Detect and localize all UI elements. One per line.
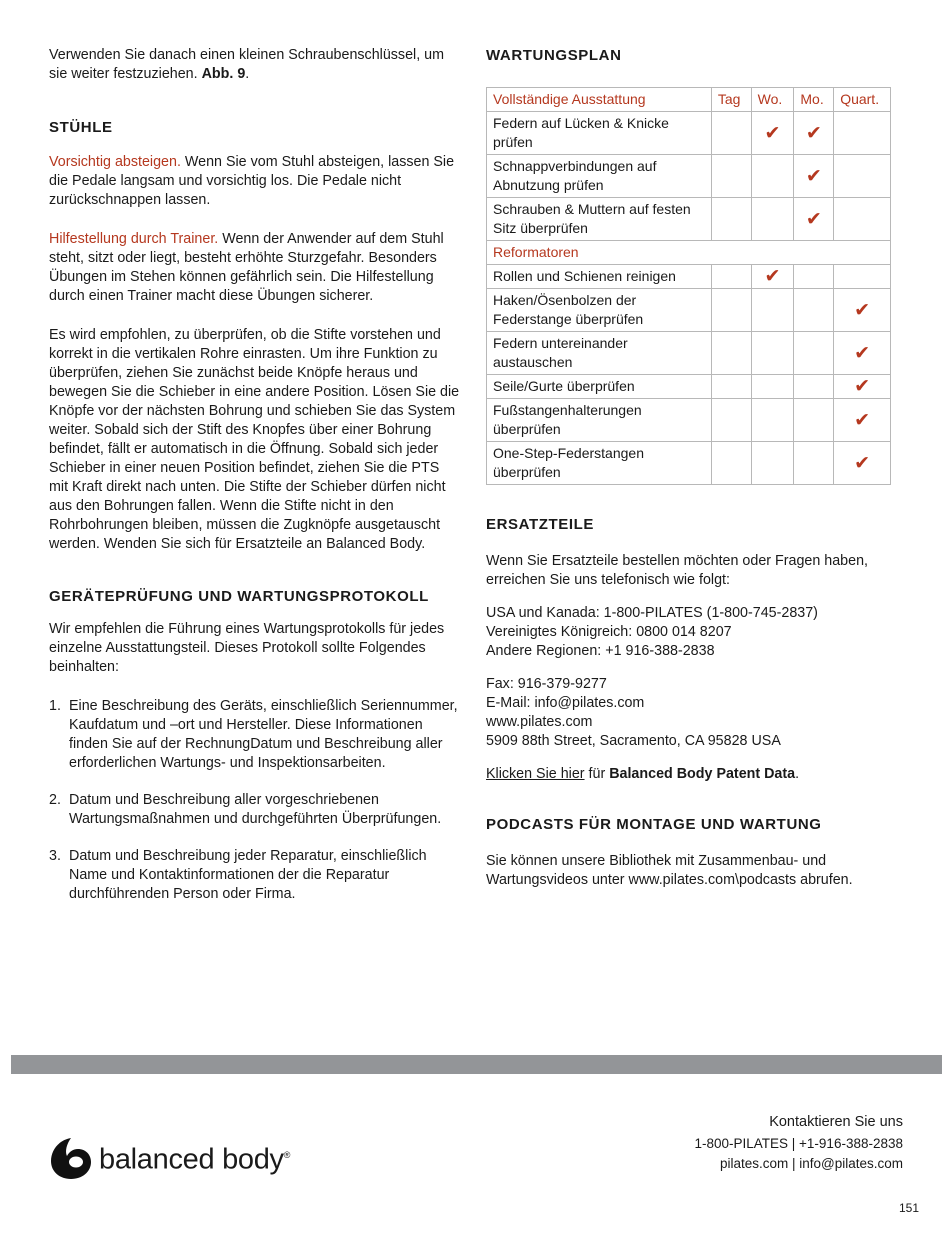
section-row bbox=[487, 241, 891, 265]
logo-wordmark: balanced body bbox=[99, 1143, 284, 1176]
trainer-text: Wenn der Anwender auf dem Stuhl steht, sitzt oder liegt, besteht erhöhte Sturzgefahr. Besonders Übungen im Stehen können gefährlich sein. Die Hilfestellung durch einen Trainer macht diese Übungen sicherer. bbox=[49, 231, 444, 304]
checkmark-cell bbox=[834, 289, 891, 332]
empty-cell bbox=[711, 399, 751, 442]
right-column bbox=[486, 46, 906, 890]
fax: Fax: 916-379-9277 bbox=[486, 676, 607, 692]
header-month: Mo. bbox=[794, 88, 834, 112]
log-intro: Wir empfehlen die Führung eines Wartungsprotokolls für jedes einzelne Ausstattungsteil. Dieses Protokoll sollte Folgendes beinhalten: bbox=[49, 621, 445, 675]
task-cell: Fußstangenhalterungen überprüfen bbox=[487, 399, 712, 442]
chairs-paragraph-2 bbox=[49, 230, 461, 306]
list-text: Eine Beschreibung des Geräts, einschließlich Seriennummer, Kaufdatum und –ort und Hersteller. Diese Informationen finden Sie auf der RechnungDatum und Beschreibung aller erforderlichen Wartungs- und Inspektionsarbeiten. bbox=[69, 698, 458, 771]
patent-data: Balanced Body Patent Data bbox=[609, 766, 796, 782]
table-row bbox=[487, 112, 891, 155]
checkmark-icon: ✔ bbox=[854, 299, 871, 321]
footer-bar bbox=[11, 1055, 942, 1074]
empty-cell bbox=[711, 289, 751, 332]
list-number: 2. bbox=[49, 792, 61, 808]
checkmark-cell bbox=[834, 399, 891, 442]
checkmark-cell bbox=[794, 112, 834, 155]
patent-link[interactable]: Klicken Sie hier bbox=[486, 766, 585, 782]
intro-paragraph bbox=[49, 46, 461, 84]
checkmark-icon: ✔ bbox=[854, 342, 871, 364]
website: www.pilates.com bbox=[486, 714, 593, 730]
empty-cell bbox=[711, 265, 751, 289]
dismount-lead: Vorsichtig absteigen. bbox=[49, 154, 181, 170]
empty-cell bbox=[711, 155, 751, 198]
log-heading: GERÄTEPRÜFUNG UND WARTUNGSPROTOKOLL bbox=[49, 588, 429, 605]
header-quarter: Quart. bbox=[834, 88, 891, 112]
header-day: Tag bbox=[711, 88, 751, 112]
empty-cell bbox=[794, 399, 834, 442]
table-row bbox=[487, 289, 891, 332]
empty-cell bbox=[751, 399, 794, 442]
checkmark-icon: ✔ bbox=[854, 409, 871, 431]
task-cell: One-Step-Federstangen überprüfen bbox=[487, 442, 712, 485]
table-row bbox=[487, 442, 891, 485]
empty-cell bbox=[751, 289, 794, 332]
contact-title: Kontaktieren Sie uns bbox=[769, 1114, 903, 1130]
log-list bbox=[49, 697, 461, 904]
empty-cell bbox=[834, 112, 891, 155]
checkmark-cell bbox=[834, 332, 891, 375]
trainer-lead: Hilfestellung durch Trainer. bbox=[49, 231, 219, 247]
registered-mark: ® bbox=[283, 1150, 291, 1161]
podcast-text: Sie können unsere Bibliothek mit Zusammenbau- und Wartungsvideos unter www.pilates.com\podcasts abrufen. bbox=[486, 853, 853, 888]
list-number: 1. bbox=[49, 698, 61, 714]
list-text: Datum und Beschreibung jeder Reparatur, einschließlich Name und Kontaktinformationen der die Reparatur durchführenden Person oder Firma. bbox=[69, 848, 427, 902]
empty-cell bbox=[751, 332, 794, 375]
figure-reference: Abb. 9 bbox=[201, 66, 246, 82]
page-number: 151 bbox=[898, 1201, 919, 1215]
table-row bbox=[487, 265, 891, 289]
list-text: Datum und Beschreibung aller vorgeschriebenen Wartungsmaßnahmen und durchgeführten Überprüfungen. bbox=[69, 792, 442, 827]
parts-heading: ERSATZTEILE bbox=[486, 516, 594, 533]
empty-cell bbox=[751, 198, 794, 241]
empty-cell bbox=[834, 265, 891, 289]
balanced-body-logo-icon bbox=[49, 1136, 93, 1180]
address: 5909 88th Street, Sacramento, CA 95828 USA bbox=[486, 733, 781, 749]
contact-block bbox=[694, 1112, 903, 1174]
empty-cell bbox=[794, 332, 834, 375]
parts-intro: Wenn Sie Ersatzteile bestellen möchten oder Fragen haben, erreichen Sie uns telefonisch wie folgt: bbox=[486, 553, 869, 588]
empty-cell bbox=[711, 198, 751, 241]
empty-cell bbox=[751, 155, 794, 198]
empty-cell bbox=[794, 265, 834, 289]
checkmark-icon: ✔ bbox=[854, 376, 871, 397]
chairs-heading: STÜHLE bbox=[49, 119, 113, 136]
checkmark-icon: ✔ bbox=[805, 165, 822, 187]
checkmark-icon: ✔ bbox=[764, 122, 781, 144]
phone-uk: Vereinigtes Königreich: 0800 014 8207 bbox=[486, 624, 732, 640]
chairs-paragraph-1 bbox=[49, 153, 461, 210]
task-cell: Haken/Ösenbolzen der Federstange überprüfen bbox=[487, 289, 712, 332]
empty-cell bbox=[834, 155, 891, 198]
empty-cell bbox=[711, 112, 751, 155]
table-row bbox=[487, 198, 891, 241]
checkmark-cell bbox=[834, 375, 891, 399]
phone-other: Andere Regionen: +1 916-388-2838 bbox=[486, 643, 715, 659]
logo-text bbox=[99, 1143, 291, 1176]
empty-cell bbox=[711, 332, 751, 375]
checkmark-cell bbox=[794, 155, 834, 198]
checkmark-icon: ✔ bbox=[805, 122, 822, 144]
email: E-Mail: info@pilates.com bbox=[486, 695, 645, 711]
intro-end: . bbox=[245, 66, 250, 82]
list-item bbox=[49, 697, 461, 773]
checkmark-icon: ✔ bbox=[764, 266, 781, 287]
task-cell: Seile/Gurte überprüfen bbox=[487, 375, 712, 399]
patent-end: . bbox=[795, 766, 800, 782]
task-cell: Federn untereinander austauschen bbox=[487, 332, 712, 375]
contact-phone: 1-800-PILATES | +1-916-388-2838 bbox=[694, 1136, 903, 1151]
checkmark-icon: ✔ bbox=[805, 208, 822, 230]
empty-cell bbox=[834, 198, 891, 241]
empty-cell bbox=[711, 442, 751, 485]
empty-cell bbox=[711, 375, 751, 399]
empty-cell bbox=[751, 442, 794, 485]
task-cell: Schrauben & Muttern auf festen Sitz überprüfen bbox=[487, 198, 712, 241]
list-item bbox=[49, 847, 461, 904]
task-cell: Federn auf Lücken & Knicke prüfen bbox=[487, 112, 712, 155]
checkmark-cell bbox=[751, 112, 794, 155]
intro-text: Verwenden Sie danach einen kleinen Schraubenschlüssel, um sie weiter festzuziehen. bbox=[49, 47, 445, 82]
empty-cell bbox=[751, 375, 794, 399]
section-reformer: Reformatoren bbox=[487, 241, 891, 265]
task-cell: Schnappverbindungen auf Abnutzung prüfen bbox=[487, 155, 712, 198]
patent-mid: für bbox=[584, 766, 610, 782]
plan-heading: WARTUNGSPLAN bbox=[486, 47, 622, 64]
chairs-paragraph-3: Es wird empfohlen, zu überprüfen, ob die Stifte vorstehen und korrekt in die vertikalen Rohre einrasten. Um ihre Funktion zu überprüfen, ziehen Sie zunächst beide Knöpfe heraus und bewegen Sie die Schieber in eine andere Position. Lösen Sie die Knöpfe vor der nächsten Bohrung und schieben Sie das System weiter. Sobald sich der Stift des Knopfes über einer Bohrung befindet, fällt er automatisch in die Öffnung. Sobald sich jeder Schieber in einer neuen Position befindet, ziehen Sie die PTS mit Kraft direkt nach unten. Die Stifte der Schieber dürfen nicht aus den Bohrungen fallen. Wenn die Stifte nicht in den Rohrbohrungen bleiben, müssen die Zugknöpfe ausgetauscht werden. Wenden Sie sich für Ersatzteile an Balanced Body. bbox=[49, 327, 460, 552]
brand-logo bbox=[49, 1136, 290, 1180]
contact-web: pilates.com | info@pilates.com bbox=[719, 1156, 903, 1171]
podcast-heading: PODCASTS FÜR MONTAGE UND WARTUNG bbox=[486, 816, 822, 833]
list-number: 3. bbox=[49, 848, 61, 864]
empty-cell bbox=[794, 289, 834, 332]
list-item bbox=[49, 791, 461, 829]
table-row bbox=[487, 399, 891, 442]
checkmark-cell bbox=[834, 442, 891, 485]
empty-cell bbox=[794, 442, 834, 485]
table-row bbox=[487, 375, 891, 399]
dismount-text: Wenn Sie vom Stuhl absteigen, lassen Sie die Pedale langsam und vorsichtig los. Die Pedale nicht zurückschnappen lassen. bbox=[49, 154, 455, 208]
empty-cell bbox=[794, 375, 834, 399]
table-row bbox=[487, 155, 891, 198]
patent-line bbox=[486, 765, 906, 784]
header-full-equipment: Vollständige Ausstattung bbox=[487, 88, 712, 112]
checkmark-icon: ✔ bbox=[854, 452, 871, 474]
phone-usa: USA und Kanada: 1-800-PILATES (1-800-745-2837) bbox=[486, 605, 818, 621]
checkmark-cell bbox=[751, 265, 794, 289]
maintenance-table bbox=[486, 87, 891, 485]
table-row bbox=[487, 332, 891, 375]
left-column bbox=[49, 46, 461, 922]
header-week: Wo. bbox=[751, 88, 794, 112]
task-cell: Rollen und Schienen reinigen bbox=[487, 265, 712, 289]
checkmark-cell bbox=[794, 198, 834, 241]
table-header-row bbox=[487, 88, 891, 112]
